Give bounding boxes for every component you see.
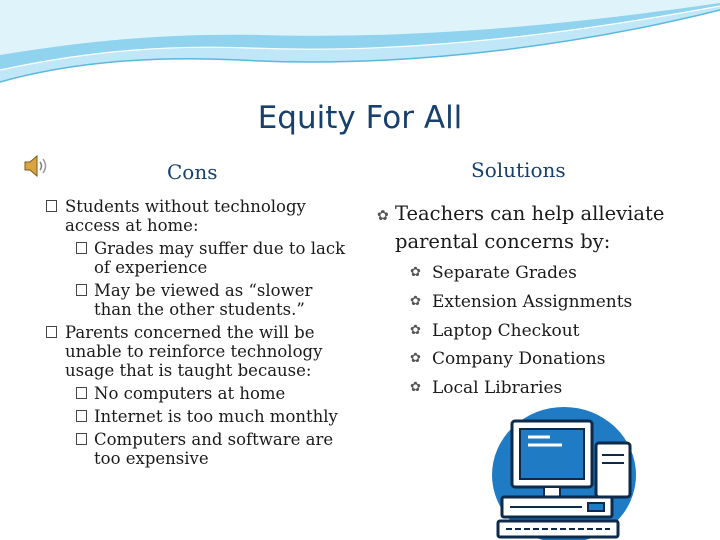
solution-text: Company Donations (432, 349, 606, 370)
list-item (46, 430, 346, 468)
list-item (410, 259, 710, 288)
flower-bullet-icon: ✿ (410, 293, 421, 309)
square-bullet-icon (46, 326, 57, 338)
list-item (410, 288, 710, 317)
list-item (46, 323, 346, 380)
square-bullet-icon (76, 242, 87, 254)
list-item (46, 197, 346, 235)
solution-text: Separate Grades (432, 263, 577, 283)
square-bullet-icon (76, 433, 87, 445)
cons-heading: Cons (167, 160, 218, 184)
solutions-intro (377, 200, 715, 256)
cons-subitem-text: May be viewed as “slower than the other students.” (94, 281, 313, 319)
square-bullet-icon (76, 284, 87, 296)
slide-title: Equity For All (257, 100, 463, 136)
computer-clipart-icon (492, 395, 637, 540)
list-item (410, 345, 710, 374)
solution-text: Extension Assignments (432, 291, 633, 312)
solution-text: Laptop Checkout (432, 320, 580, 341)
cons-item-text: Parents concerned the will be unable to reinforce technology usage that is taught because: (65, 323, 323, 380)
flower-bullet-icon: ✿ (410, 265, 421, 280)
square-bullet-icon (46, 200, 57, 212)
cons-subitem-text: Grades may suffer due to lack of experience (94, 239, 346, 277)
cons-item-text: Students without technology access at home: (65, 197, 306, 235)
solutions-heading: Solutions (471, 158, 566, 182)
list-item (410, 317, 710, 346)
flower-bullet-icon: ✿ (410, 351, 421, 367)
cons-subitem-text: Internet is too much monthly (94, 407, 338, 426)
list-item (46, 281, 346, 319)
list-item (46, 407, 346, 426)
flower-bullet-icon: ✿ (410, 380, 421, 396)
header-wave-decoration (0, 0, 720, 95)
cons-subitem-text: No computers at home (94, 384, 286, 403)
list-item (46, 239, 346, 277)
list-item (46, 384, 346, 403)
square-bullet-icon (76, 410, 87, 422)
solutions-list (410, 259, 710, 403)
cons-subitem-text: Computers and software are too expensive (94, 430, 334, 468)
speaker-icon[interactable] (23, 153, 49, 179)
solution-text: Local Libraries (432, 378, 563, 399)
cons-list (46, 197, 346, 472)
flower-bullet-icon: ✿ (410, 322, 421, 338)
solutions-intro-text: Teachers can help alleviate parental concerns by: (395, 202, 665, 253)
flower-bullet-icon: ✿ (377, 208, 389, 224)
square-bullet-icon (76, 387, 87, 399)
